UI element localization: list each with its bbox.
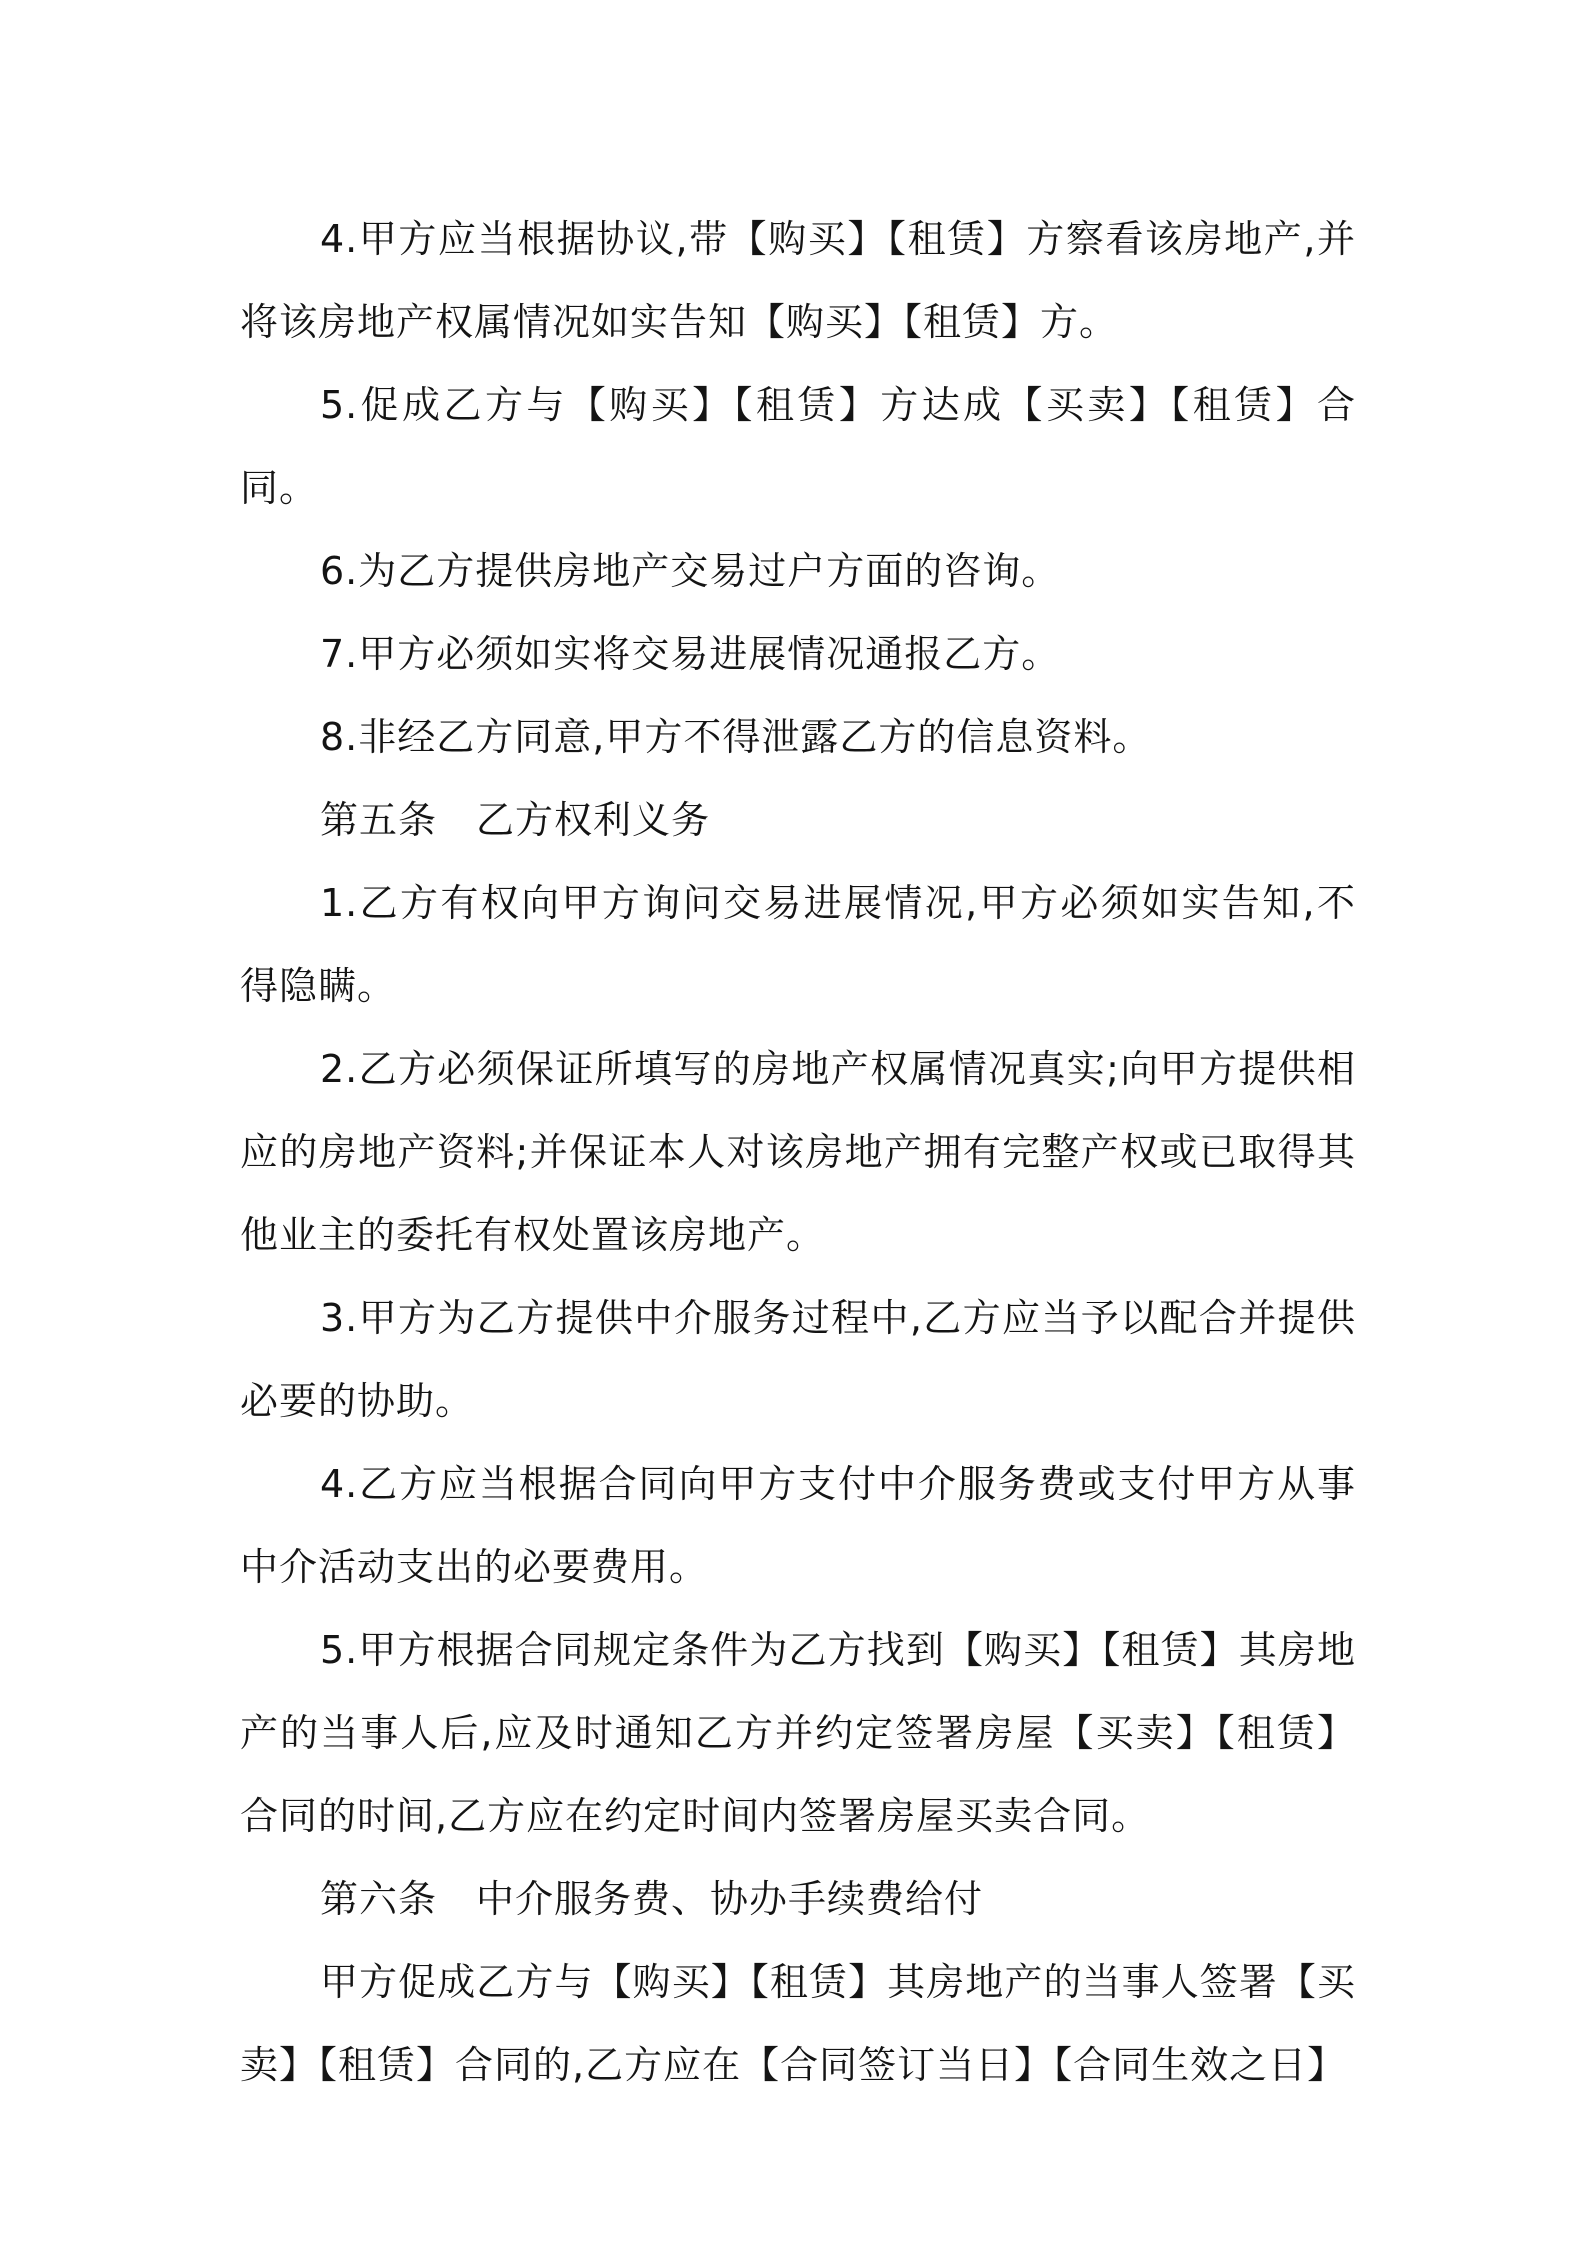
article-5-clause-5: 5.甲方根据合同规定条件为乙方找到【购买】【租赁】其房地产的当事人后,应及时通知乙方并约定签署房屋【买卖】【租赁】合同的时间,乙方应在约定时间内签署房屋买卖合同。: [240, 1628, 1356, 1838]
clause-5-facilitate-contract: 5.促成乙方与【购买】【租赁】方达成【买卖】【租赁】合同。: [240, 383, 1356, 510]
article-5-clause-3: 3.甲方为乙方提供中介服务过程中,乙方应当予以配合并提供必要的协助。: [240, 1296, 1356, 1423]
article-5-clause-4: 4.乙方应当根据合同向甲方支付中介服务费或支付甲方从事中介活动支出的必要费用。: [240, 1462, 1356, 1589]
clause-6-transfer-consulting: 6.为乙方提供房地产交易过户方面的咨询。: [320, 549, 1061, 593]
article-5-heading: 第五条 乙方权利义务: [320, 798, 711, 842]
article-6-heading: 第六条 中介服务费、协办手续费给付: [320, 1877, 984, 1921]
article-6-body: 甲方促成乙方与【购买】【租赁】其房地产的当事人签署【买卖】【租赁】合同的,乙方应在【合同签订当日】【合同生效之日】: [240, 1960, 1356, 2087]
clause-8-confidentiality: 8.非经乙方同意,甲方不得泄露乙方的信息资料。: [320, 715, 1152, 759]
document-page: [240, 198, 1356, 2107]
clause-7-progress-report: 7.甲方必须如实将交易进展情况通报乙方。: [320, 632, 1061, 676]
clause-4-show-property: 4.甲方应当根据协议,带【购买】【租赁】方察看该房地产,并将该房地产权属情况如实告知【购买】【租赁】方。: [240, 217, 1356, 344]
article-5-clause-2: 2.乙方必须保证所填写的房地产权属情况真实;向甲方提供相应的房地产资料;并保证本人对该房地产拥有完整产权或已取得其他业主的委托有权处置该房地产。: [240, 1047, 1356, 1257]
article-5-clause-1: 1.乙方有权向甲方询问交易进展情况,甲方必须如实告知,不得隐瞒。: [240, 881, 1356, 1008]
